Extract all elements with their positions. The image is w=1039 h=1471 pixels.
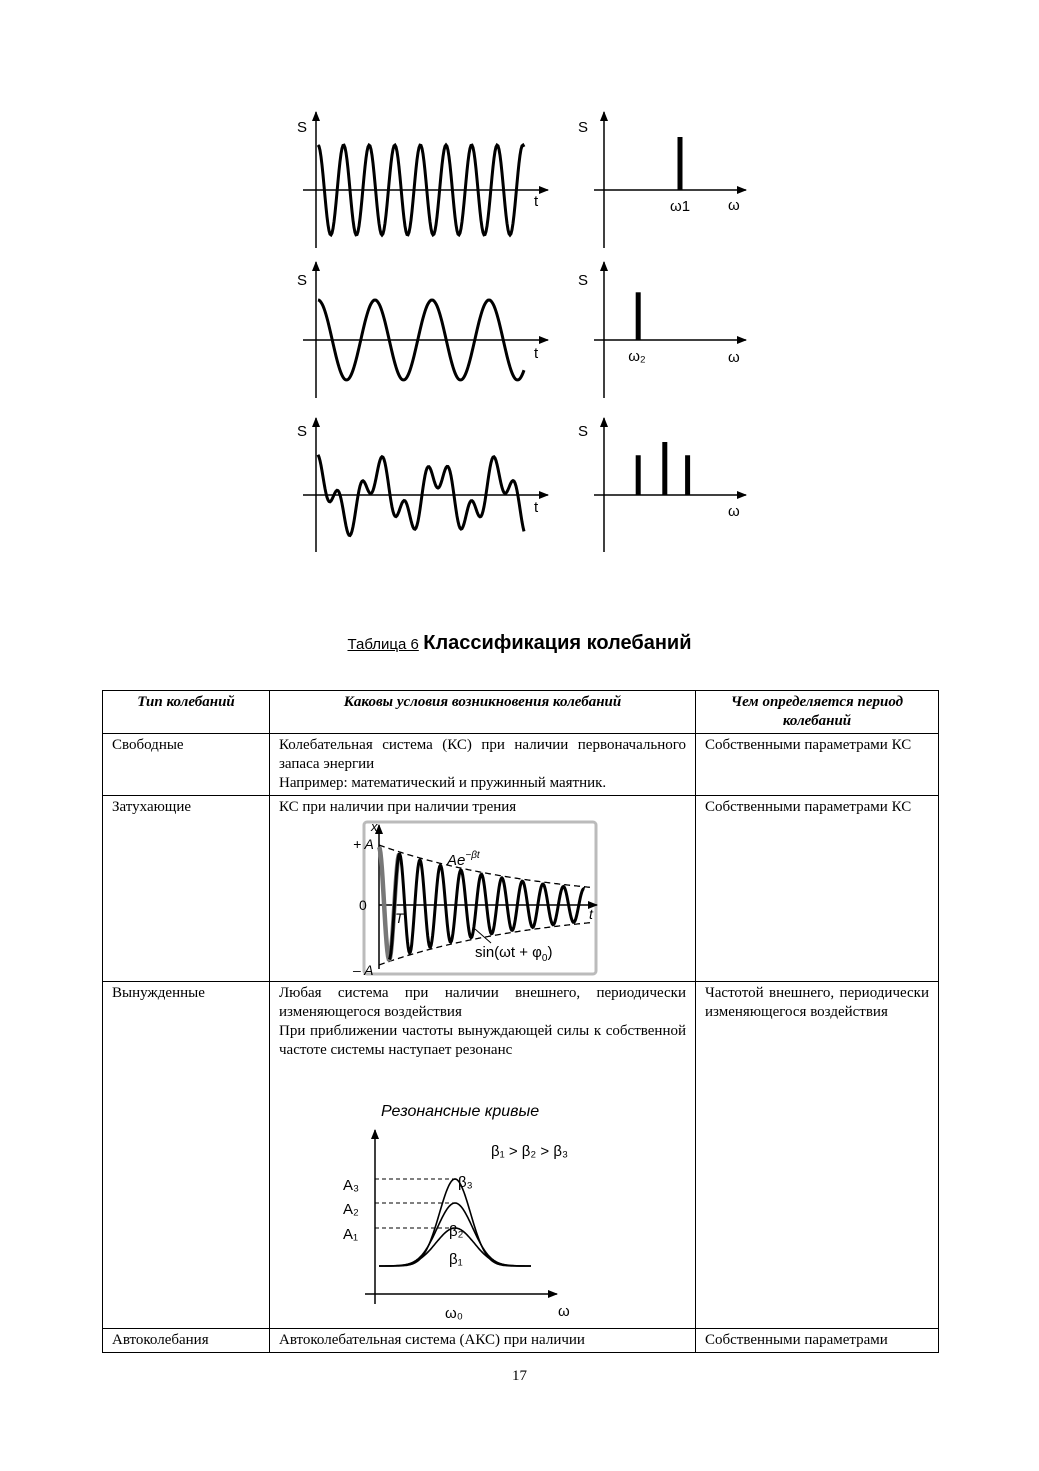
resonance-curves-figure (279, 1068, 685, 1326)
row-period: Частотой внешнего, периодически изменяющегося воздействия (696, 982, 939, 1329)
spectrum-peak-label: ω₂ (628, 348, 646, 365)
zero-label: 0 (359, 897, 367, 913)
a3-label: A₃ (343, 1177, 360, 1194)
signal-s-label: S (297, 272, 308, 289)
spectrum-peak-label: ω1 (670, 198, 691, 215)
row-type: Вынужденные (103, 982, 270, 1329)
x-axis-label: x (371, 819, 378, 834)
spectrum-w-label: ω (728, 197, 740, 214)
signal-spectrum-figure (0, 0, 1039, 570)
plus-a-label: + A (353, 836, 374, 852)
signal-s-label: S (297, 119, 308, 136)
page-number: 17 (512, 1368, 527, 1384)
row-period: Собственными параметрами КС (696, 796, 939, 982)
spectrum-peak (685, 455, 690, 495)
header-period: Чем определяется период колебаний (696, 691, 939, 734)
row-conditions (270, 796, 696, 982)
spectrum-w-label: ω (728, 503, 740, 520)
t-axis-label: t (589, 906, 593, 922)
row-period: Собственными параметрами КС (696, 734, 939, 796)
signal-row (297, 112, 746, 248)
damped-oscillation-figure (279, 819, 685, 979)
header-conditions: Каковы условия возникновения колебаний (270, 691, 696, 734)
omega0-label: ω₀ (445, 1305, 463, 1322)
condition-text: КС при наличии при наличии трения (279, 799, 517, 815)
signal-s-label: S (297, 423, 308, 440)
beta-relation: β₁ > β₂ > β₃ (491, 1143, 569, 1160)
spectrum-s-label: S (578, 119, 589, 136)
omega-axis-label: ω (558, 1303, 570, 1320)
row-type: Автоколебания (103, 1329, 270, 1353)
condition-text: Любая система при наличии внешнего, периодически изменяющегося воздействия (279, 985, 686, 1020)
condition-text: Колебательная система (КС) при наличии первоначального запаса энергии (279, 737, 686, 772)
beta3-label: β₃ (458, 1174, 473, 1191)
table-row (103, 734, 939, 796)
signal-t-label: t (534, 345, 539, 362)
header-type: Тип колебаний (103, 691, 270, 734)
spectrum-s-label: S (578, 272, 589, 289)
signal-row (297, 418, 746, 552)
table-title: Классификация колебаний (423, 632, 692, 654)
table-caption (0, 632, 1039, 655)
spectrum-peak (636, 292, 641, 340)
spectrum-s-label: S (578, 423, 589, 440)
beta1-label: β₁ (449, 1251, 463, 1268)
spectrum-w-label: ω (728, 349, 740, 366)
table-number: Таблица 6 (347, 636, 419, 653)
a1-label: A₁ (343, 1226, 359, 1243)
condition-text: Автоколебательная система (АКС) при наличии (279, 1332, 585, 1348)
resonance-title: Резонансные кривые (381, 1103, 540, 1120)
condition-text: Например: математический и пружинный маятник. (279, 775, 607, 791)
row-type: Свободные (103, 734, 270, 796)
spectrum-peak (636, 455, 641, 495)
row-period: Собственными параметрами (696, 1329, 939, 1353)
minus-a-label: – A (353, 962, 374, 978)
row-conditions (270, 1329, 696, 1353)
oscillation-classification-table (102, 690, 939, 1353)
signal-t-label: t (534, 193, 539, 210)
condition-text: При приближении частоты вынуждающей силы к собственной частоте системы наступает резонанс (279, 1023, 686, 1058)
table-header-row (103, 691, 939, 734)
table-row (103, 796, 939, 982)
table-row (103, 982, 939, 1329)
spectrum-peak (662, 442, 667, 495)
table-row (103, 1329, 939, 1353)
row-conditions (270, 734, 696, 796)
beta2-label: β₂ (449, 1223, 464, 1240)
period-label: T (395, 910, 404, 926)
row-type: Затухающие (103, 796, 270, 982)
row-conditions (270, 982, 696, 1329)
sine-label: $\sin(\omega t + \varphi_0)$ (475, 944, 553, 964)
envelope-label: $Ae^{-\beta t}$ (447, 850, 480, 869)
signal-t-label: t (534, 499, 539, 516)
spectrum-peak (678, 137, 683, 190)
signal-row (297, 262, 746, 398)
a2-label: A₂ (343, 1201, 359, 1218)
